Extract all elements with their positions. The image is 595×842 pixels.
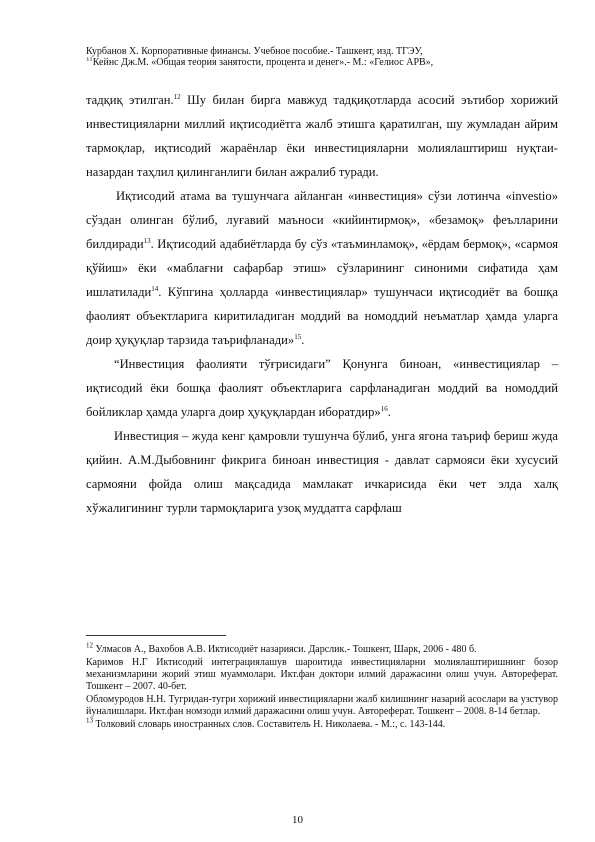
footnote-oblomurodov-text: Обломуродов Н.Н. Тугридан-тугри хорижий инвестицияларни жалб килишнинг назарий асослари ва узстувор йуналишлари. Икт.фан номзоди илмий даражасини олиш учун. Автореферат. Тошкент – 2008. 8-14 бетлар. [86, 694, 558, 717]
header-note-1-text: Курбанов Х. Корпоративные финансы. Учебное пособие.- Ташкент, изд. ТГЭУ, [86, 46, 423, 57]
paragraph-2 [86, 184, 558, 352]
footnote-ref-12: 12 [173, 92, 181, 101]
footnote-13-marker: 13 [86, 716, 93, 725]
header-note-2-text: Кейнс Дж.М. «Общая теория занятости, процента и денег».- М.: «Гелиос АРВ», [92, 57, 434, 68]
page-number: 10 [292, 814, 303, 826]
paragraph-3-text-b: . [387, 405, 391, 419]
paragraph-3 [86, 352, 558, 424]
footnotes [86, 641, 558, 732]
paragraph-4-text: Инвестиция – жуда кенг қамровли тушунча бўлиб, унга ягона таъриф бериш жуда қийин. А.М.Дыбовнинг фикрига биноан инвестиция - давлат сармояси ёки хусусий сармояни фойда олиш мақсадида мамлакат ичкарисида ёки чет элда халқ хўжалигининг турли тармоқларига узоқ муддатга сарфлаш [86, 429, 558, 515]
footnote-ref-14: 14 [151, 284, 159, 293]
paragraph-1-text-a: тадқиқ этилган. [86, 93, 174, 107]
footnote-oblomurodov [86, 694, 558, 718]
header-note-2-marker: 11 [86, 57, 93, 63]
footnote-ref-13: 13 [143, 236, 151, 245]
paragraph-1-text-b: Шу билан бирга мавжуд тадқиқотларда асосий эътибор хорижий инвестицияларни миллий иқтисодиётга жалб этишга қаратилган, шу жумладан айрим тармоқлар, иқтисодий жараёнлар ёки инвестицияларни молиялаштириш нуқтаи-назардан таҳлил қилинганлиги билан ажралиб туради. [86, 93, 559, 179]
body-text [86, 88, 558, 520]
footnote-karimov [86, 657, 558, 693]
footnote-karimov-text: Каримов Н.Г Иктисодий интеграциялашув шароитида инвестицияларни молиялаштиришнинг бозор механизмларини жорий этиш муаммолари. Икт.фан доктори илмий даражасини олиш учун. Автореферат. Тошкент – 2007. 40-бет. [86, 657, 558, 692]
header-note-2 [86, 57, 556, 68]
header-footnotes [86, 46, 556, 68]
paragraph-3-text-a: “Инвестиция фаолияти тўғрисидаги” Қонунга биноан, «инвестициялар – иқтисодий ёки бошқа фаолият объектларига сарфланадиган моддий ва номоддий бойликлар ҳамда уларга доир ҳуқуқлардан иборатдир» [86, 357, 558, 419]
footnote-12 [86, 641, 558, 656]
footnote-13-text: Толковий словарь иностранных слов. Составитель Н. Николаева. - М.:, с. 143-144. [93, 719, 446, 730]
paragraph-2-text-c: . Кўпгина ҳолларда «инвестициялар» тушунчаси иқтисодиёт ва бошқа фаолият объектларига киритиладиган моддий ва номоддий неъматлар ҳамда уларга доир ҳуқуқлар тарзида таърифланади» [86, 285, 558, 347]
footnote-ref-16: 16 [380, 404, 388, 413]
paragraph-2-text-b: . Иқтисодий адабиётларда бу сўз «таъминламоқ», «ёрдам бермоқ», «сармоя қўйиш» ёки «маблағни сафарбар этиш» сўзларининг синоними сифатида ҳам ишлатилади [86, 237, 558, 299]
footnote-12-marker: 12 [86, 641, 93, 650]
paragraph-1 [86, 88, 558, 184]
footnote-12-text: Улмасов А., Вахобов А.В. Иктисодиёт назарияси. Дарслик.- Тошкент, Шарк, 2006 - 480 б. [93, 644, 477, 655]
footnote-ref-15: 15 [294, 332, 302, 341]
paragraph-2-text-d: . [301, 333, 305, 347]
paragraph-4 [86, 424, 558, 520]
paragraph-2-text-a: Иқтисодий атама ва тушунчага айланган «инвестиция» сўзи лотинча «investio» сўздан олинган бўлиб, луғавий маъноси «кийинтирмоқ», «безамоқ» феълларини билдиради [86, 189, 558, 251]
footnote-13 [86, 716, 558, 731]
footnote-separator [86, 635, 226, 636]
header-note-1 [86, 46, 556, 57]
